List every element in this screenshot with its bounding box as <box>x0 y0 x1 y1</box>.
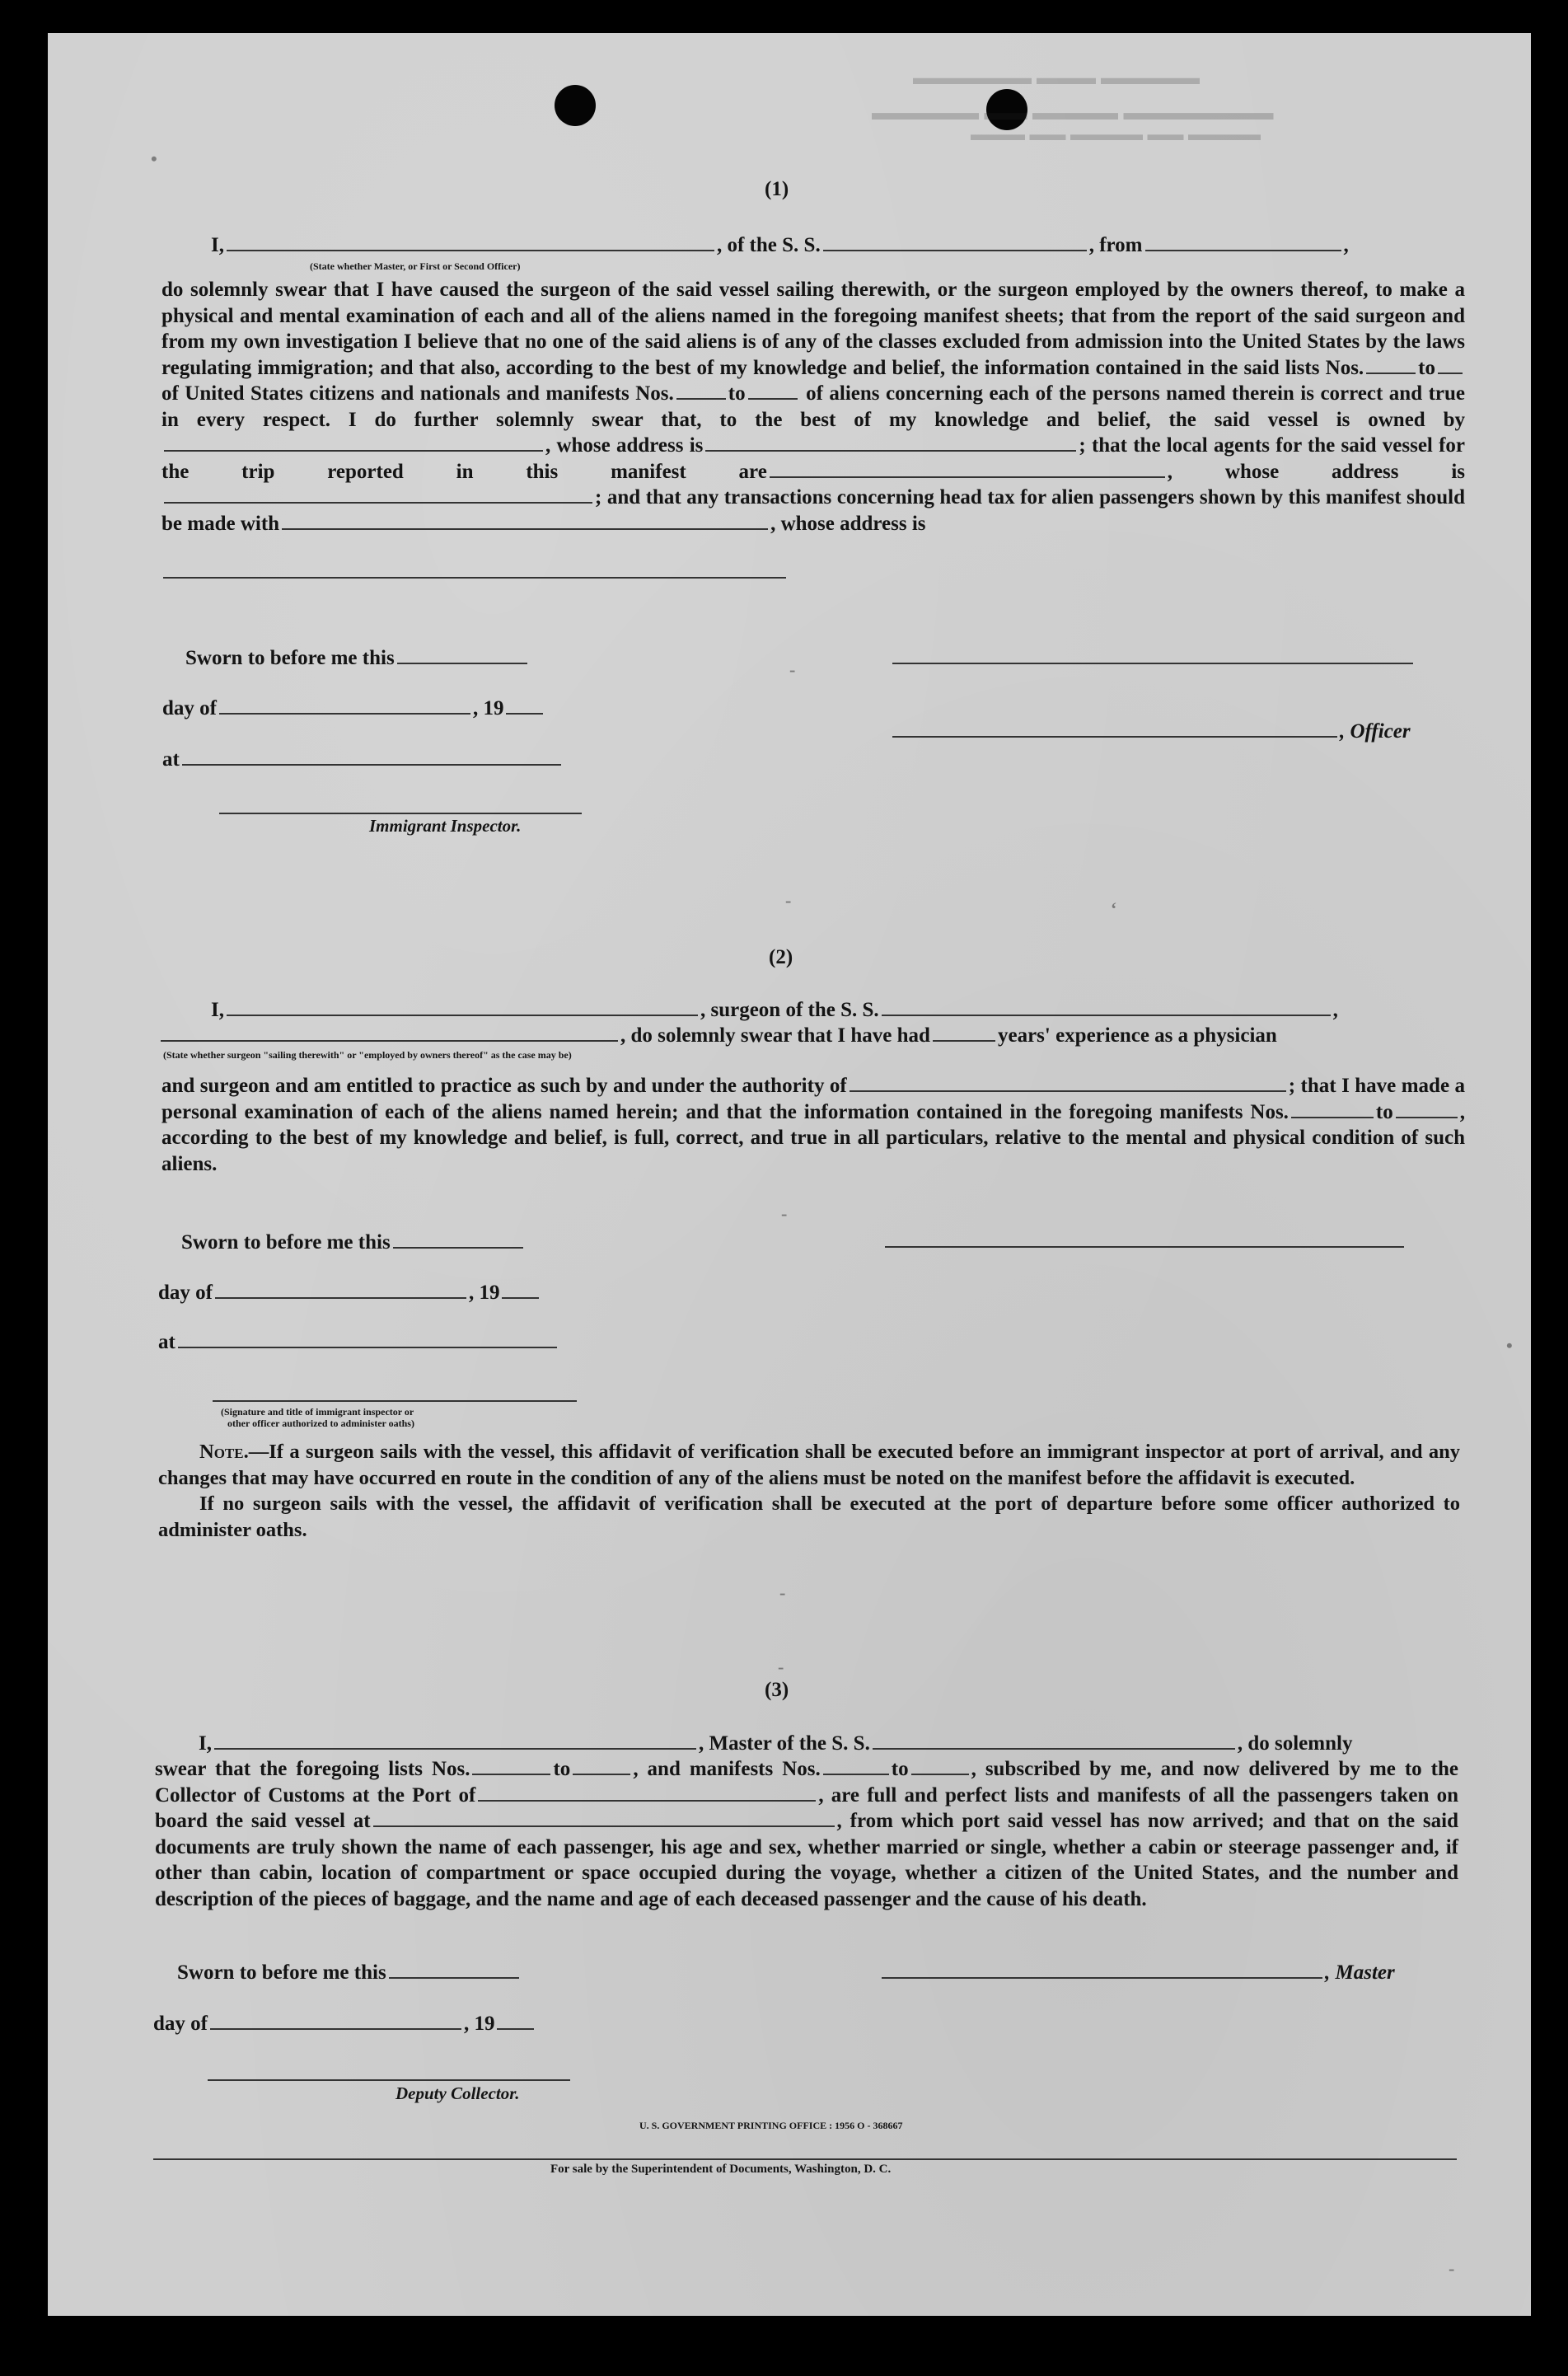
label: day of <box>162 697 217 719</box>
scan-mark: - <box>781 1203 788 1224</box>
note-text: If no surgeon sails with the vessel, the affidavit of verification shall be executed at the port of departure before some officer authorized to administer oaths. <box>158 1493 1460 1541</box>
label: , surgeon of the S. S. <box>700 999 879 1021</box>
s3-body <box>155 1756 1458 1912</box>
s1-text: of United States citizens and nationals and manifests Nos. <box>161 382 674 405</box>
s2-sworn-line <box>181 1230 526 1255</box>
s3-manifests-from-blank[interactable] <box>823 1774 889 1775</box>
surgeon-signature-blank[interactable] <box>885 1246 1404 1248</box>
authority-blank[interactable] <box>850 1090 1286 1092</box>
head-tax-agent-blank[interactable] <box>282 528 768 530</box>
head-tax-address-blank[interactable] <box>163 577 786 579</box>
s3-month-blank[interactable] <box>210 2028 461 2030</box>
label: , from <box>1088 234 1143 256</box>
label: day of <box>153 2013 208 2035</box>
s2-oath-line <box>211 997 1338 1023</box>
label: to <box>553 1758 571 1780</box>
s1-month-blank[interactable] <box>219 713 470 715</box>
label: , <box>1167 460 1173 483</box>
s2-year-blank[interactable] <box>502 1297 539 1299</box>
s2-surgeon-caption: (State whether surgeon "sailing therewith" or "employed by owners thereof" as the case may be) <box>163 1049 572 1061</box>
label: , whose address is <box>770 512 926 535</box>
label: at <box>162 748 180 771</box>
label: , Master of the S. S. <box>698 1732 870 1755</box>
owner-blank[interactable] <box>164 450 543 452</box>
label: , 19 <box>463 2013 495 2035</box>
lists-from-blank[interactable] <box>1366 373 1416 374</box>
label: ; <box>1079 434 1086 457</box>
s3-oath-line <box>199 1731 1352 1756</box>
s1-officer-caption: (State whether Master, or First or Second Officer) <box>310 260 521 272</box>
master-name-blank[interactable] <box>214 1748 696 1750</box>
master-signature-line <box>882 1960 1395 1985</box>
label: , do solemnly <box>1237 1732 1353 1755</box>
local-agents-blank[interactable] <box>770 476 1165 478</box>
vessel-name-blank[interactable] <box>823 250 1087 251</box>
officer-name-blank[interactable] <box>227 250 714 251</box>
surgeon-status-blank[interactable] <box>161 1040 618 1042</box>
inspector-caption: Immigrant Inspector. <box>369 816 522 836</box>
label: I, <box>211 234 224 256</box>
s3-text: , from which port said vessel has now arrived; and that on the said documents are truly shown the name of each passenger, his age and sex, whether married or single, whether a cabin or steerage passenger and, if other than cabin, location of compartment or space occupied during the voyage, whether a citizen of the United States, and the number and description of the pieces of baggage, and the name and age of each deceased passenger and the cause of his death. <box>155 1810 1458 1910</box>
inspector-signature-blank[interactable] <box>219 813 582 814</box>
s1-oath-line <box>211 232 1349 258</box>
officer-line <box>892 719 1411 744</box>
s1-text: of aliens concerning each of the persons named therein is correct and true in every respect. I do further solemnly swear that, to the best of my knowledge and belief, the said vessel is owned by <box>161 382 1466 431</box>
s1-sworn-line <box>185 645 530 671</box>
manifests-to-blank[interactable] <box>748 398 798 400</box>
punch-hole-left <box>555 85 596 126</box>
bleed-through: ▬▬▬ ▬▬ ▬▬▬▬ ▬▬ ▬▬▬▬ <box>971 124 1261 144</box>
s2-place-blank[interactable] <box>178 1347 557 1348</box>
scan-mark: - <box>779 1582 786 1603</box>
label: years' experience as a physician <box>997 1024 1277 1047</box>
s3-lists-to-blank[interactable] <box>573 1774 630 1775</box>
s1-at-line <box>162 747 564 772</box>
port-of-arrival-blank[interactable] <box>478 1800 816 1802</box>
s3-year-blank[interactable] <box>497 2028 534 2030</box>
label: at <box>158 1331 176 1353</box>
s2-manifests-from-blank[interactable] <box>1291 1117 1374 1118</box>
label: day of <box>158 1282 213 1304</box>
deputy-caption: Deputy Collector. <box>396 2083 520 2103</box>
agents-address-blank[interactable] <box>164 502 592 504</box>
label: , of the S. S. <box>716 234 821 256</box>
s2-vessel-blank[interactable] <box>882 1015 1331 1016</box>
s3-lists-from-blank[interactable] <box>472 1774 550 1775</box>
bleed-through: ▬▬▬▬▬▬ ▬▬▬ ▬▬▬▬▬ <box>913 68 1200 89</box>
section-2-heading: (2) <box>769 946 793 968</box>
s2-month-blank[interactable] <box>215 1297 466 1299</box>
note-label: Note. <box>199 1441 249 1463</box>
master-signature-blank[interactable] <box>882 1977 1322 1979</box>
s2-sworn-day-blank[interactable] <box>393 1247 523 1249</box>
label: Sworn to before me this <box>177 1961 386 1984</box>
s1-year-blank[interactable] <box>506 713 543 715</box>
label: I, <box>211 999 224 1021</box>
s3-sworn-line <box>177 1960 522 1985</box>
label: , Officer <box>1340 720 1411 743</box>
note-text: —If a surgeon sails with the vessel, this affidavit of verification shall be executed before an immigrant inspector at port of arrival, and any changes that may have occurred en route in the condition of any of the aliens must be noted on the manifest before the affidavit is executed. <box>158 1441 1460 1489</box>
s2-sig-caption-2: other officer authorized to administer oaths) <box>227 1418 414 1429</box>
scan-mark: ‘ <box>1111 898 1117 919</box>
scan-mark: - <box>1449 2258 1455 2279</box>
s2-text: and surgeon and am entitled to practice as such by and under the authority of <box>161 1075 847 1097</box>
s1-body <box>161 277 1465 537</box>
label: , <box>1332 999 1338 1021</box>
s2-sig-caption-1: (Signature and title of immigrant inspector or <box>221 1406 414 1418</box>
years-blank[interactable] <box>933 1040 995 1042</box>
s3-sworn-day-blank[interactable] <box>389 1977 519 1979</box>
scan-mark: - <box>789 659 796 680</box>
label: , <box>1343 234 1349 256</box>
footer-rule <box>153 2158 1457 2160</box>
s1-sworn-day-blank[interactable] <box>397 663 527 664</box>
label: I, <box>199 1732 212 1755</box>
s2-at-line <box>158 1329 559 1355</box>
lists-to-blank[interactable] <box>1438 373 1463 374</box>
port-from-blank[interactable] <box>1145 250 1341 251</box>
manifests-from-blank[interactable] <box>676 398 726 400</box>
s3-text: , are full and perfect lists and manifests of all the passengers taken on board the said vessel at <box>155 1783 1458 1832</box>
s2-day-line <box>158 1280 541 1305</box>
label: , and manifests Nos. <box>633 1758 821 1780</box>
label: to <box>1418 356 1435 379</box>
label: , whose address is <box>545 434 704 457</box>
s1-day-line <box>162 696 545 721</box>
scan-mark: - <box>778 1657 784 1677</box>
s1-place-blank[interactable] <box>182 764 561 766</box>
s3-manifests-to-blank[interactable] <box>911 1774 969 1775</box>
section-1-heading: (1) <box>765 178 789 200</box>
bleed-through: ▬▬▬▬▬ ▬▬ ▬▬▬▬ ▬▬▬▬▬▬▬ <box>872 101 1274 124</box>
surgeon-name-blank[interactable] <box>227 1015 698 1016</box>
s3-text: swear that the foregoing lists Nos. <box>155 1758 470 1780</box>
note <box>158 1439 1460 1543</box>
officer-title-blank[interactable] <box>892 736 1337 738</box>
s2-text: , according to the best of my knowledge and belief, is full, correct, and true in all particulars, relative to the mental and physical condition of such aliens. <box>161 1100 1465 1175</box>
sale-notice: For sale by the Superintendent of Documents, Washington, D. C. <box>550 2163 892 2176</box>
s2-text: that I have made a personal examination of each of the aliens named herein; and that the information contained in the foregoing manifests Nos. <box>161 1075 1466 1123</box>
scan-mark: - <box>785 890 792 911</box>
s3-text: , subscribed by me, and now delivered by me to the Collector of Customs at the Port of <box>155 1758 1458 1807</box>
officer-signature-blank[interactable] <box>892 663 1413 664</box>
s2-experience-line <box>161 1023 1277 1048</box>
s2-manifests-to-blank[interactable] <box>1396 1117 1458 1118</box>
label: Sworn to before me this <box>181 1231 391 1254</box>
s2-signature-blank[interactable] <box>213 1400 577 1402</box>
label: , Master <box>1325 1961 1395 1984</box>
scan-mark: • <box>1506 1335 1513 1356</box>
label: Sworn to before me this <box>185 647 395 669</box>
section-3-heading: (3) <box>765 1679 789 1701</box>
s3-vessel-blank[interactable] <box>873 1748 1235 1750</box>
label: to <box>728 382 746 405</box>
scan-mark: • <box>151 148 157 169</box>
s3-day-line <box>153 2011 536 2036</box>
label: , do solemnly swear that I have had <box>620 1024 930 1047</box>
form-sheet <box>48 33 1531 2316</box>
gpo-imprint: U. S. GOVERNMENT PRINTING OFFICE : 1956 O - 368667 <box>639 2120 903 2131</box>
s1-text: do solemnly swear that I have caused the surgeon of the said vessel sailing therewith, or the surgeon employed by the owners thereof, to make a physical and mental examination of each and all of the aliens named in the foregoing manifest sheets; that from the report of the said surgeon and from my own investigation I believe that no one of the said aliens is of any of the classes excluded from admission into the United States by the laws regulating immigration; and that also, according to the best of my knowledge and belief, the information contained in the said lists Nos. <box>161 279 1465 379</box>
port-of-embarkation-blank[interactable] <box>373 1825 835 1827</box>
label: to <box>891 1758 909 1780</box>
label: , 19 <box>468 1282 500 1304</box>
s2-body <box>161 1073 1465 1177</box>
s1-text: that the local agents for the said vessel for the trip reported in this manifest are <box>161 434 1466 483</box>
label: , 19 <box>472 697 504 719</box>
s1-text: ; and that any transactions concerning head tax for alien passengers shown by this manifest should be made with <box>161 486 1465 535</box>
s1-text: whose address is <box>1224 460 1466 483</box>
label: ; <box>1288 1075 1296 1097</box>
deputy-signature-blank[interactable] <box>208 2079 570 2081</box>
label: to <box>1375 1100 1393 1123</box>
owner-address-blank[interactable] <box>705 450 1076 452</box>
